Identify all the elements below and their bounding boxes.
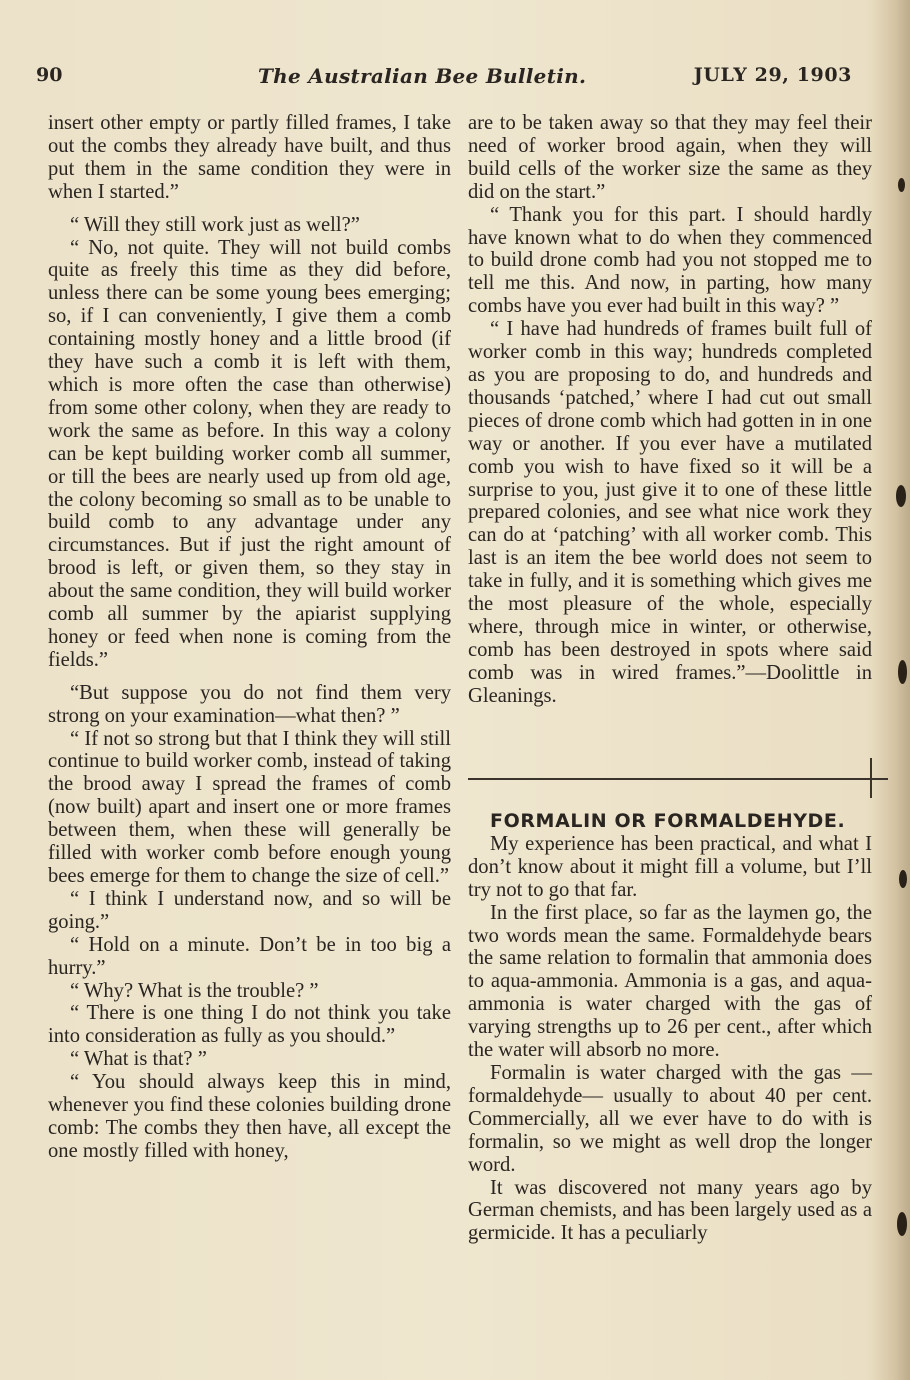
paragraph: My experience has been practical, and what I don’t know about it might fill a volume, but I’ll try not to go that far. (468, 832, 872, 901)
ink-blot (898, 178, 905, 192)
page-edge-shadow (872, 0, 910, 1380)
paragraph: Formalin is water charged with the gas —formaldehyde— usually to about 40 per cent. Commercially, all we ever have to do with is formalin, so we might as well drop the longer word. (468, 1061, 872, 1176)
issue-date: JULY 29, 1903 (693, 64, 852, 86)
divider-mark (870, 758, 872, 798)
ink-blot (899, 870, 907, 888)
paragraph: “ Hold on a minute. Don’t be in too big a hurry.” (48, 933, 451, 979)
paragraph: In the first place, so far as the laymen go, the two words mean the same. Formaldehyde bears the same relation to formalin that ammonia does to aqua-ammonia. Ammonia is a gas, and aqua-ammonia is water charged with the gas of varying strengths up to 26 per cent., after which the water will absorb no more. (468, 901, 872, 1062)
article-heading: FORMALIN OR FORMALDEHYDE. (490, 810, 846, 832)
formalin-article (468, 810, 872, 1245)
paragraph: “ There is one thing I do not think you take into consideration as fully as you should.” (48, 1002, 451, 1048)
ink-blot (896, 485, 906, 507)
paragraph: “ What is that? ” (70, 1048, 207, 1071)
paragraph: “ If not so strong but that I think they will still continue to build worker comb, instead of taking the brood away I spread the frames of comb (now built) apart and insert one or more frames between them, when these will generally be filled with worker comb before enough young bees emerge for them to change the size of cell.” (48, 727, 451, 887)
paragraph: “ I think I understand now, and so will be going.” (48, 887, 451, 933)
paragraph: It was discovered not many years ago by German chemists, and has been largely used as a germicide. It has a peculiarly (468, 1176, 872, 1245)
paragraph: are to be taken away so that they may feel their need of worker brood again, when they will build cells of the worker size the same as they did on the start.” (468, 112, 872, 203)
journal-title: The Australian Bee Bulletin. (258, 64, 587, 88)
running-header (36, 64, 856, 98)
left-column (48, 112, 451, 1163)
paragraph: “But suppose you do not find them very strong on your examination—what then? ” (48, 681, 451, 727)
paragraph: “ You should always keep this in mind, whenever you find these colonies building drone comb: The combs they then have, all except the one mostly filled with honey, (48, 1071, 451, 1162)
ink-blot (897, 1212, 907, 1236)
right-column-top (468, 112, 872, 708)
ink-blot (898, 660, 907, 684)
section-divider (468, 778, 888, 780)
paragraph: “ Will they still work just as well?” (70, 213, 360, 236)
paragraph: “ No, not quite. They will not build combs quite as freely this time as they did before, unless there can be some young bees emerging; so, if I can conveniently, I give them a comb containing mostly honey and a little brood (if they have such a comb it is left with them, which is more often the case than otherwise) from some other colony, when they are ready to work the same as before. In this way a colony can be kept building worker comb all summer, or till the bees are nearly used up from old age, the colony becoming so small as to be unable to build comb to any advantage under any circumstances. But if just the right amount of brood is left, or given them, so they stay in about the same condition, they will build worker comb all summer by the apiarist supplying honey or feed when none is coming from the fields.” (48, 236, 451, 671)
paragraph: insert other empty or partly filled frames, I take out the combs they already have built, and thus put them in the same condition they were in when I started.” (48, 112, 451, 203)
paragraph: “ I have had hundreds of frames built full of worker comb in this way; hundreds completed as you are proposing to do, and hundreds and thousands ‘patched,’ where I had cut out small pieces of drone comb which had gotten in in one way or another. If you ever have a mutilated comb you wish to have fixed so it will be a surprise to you, just give it to one of these little prepared colonies, and see what nice work they can do at ‘patching’ with all worker comb. This last is an item the bee world does not seem to take in fully, and it is something which gives me the most pleasure of the whole, especially where, through mice in winter, or otherwise, comb has been destroyed in spots where said comb was in wired frames.”—Doolittle in Gleanings. (468, 318, 872, 707)
page-number: 90 (36, 64, 63, 86)
paragraph: “ Why? What is the trouble? ” (70, 979, 319, 1002)
paragraph: “ Thank you for this part. I should hardly have known what to do when they commenced to build drone comb had you not stopped me to tell me this. And now, in parting, how many combs have you ever had built in this way? ” (468, 203, 872, 318)
